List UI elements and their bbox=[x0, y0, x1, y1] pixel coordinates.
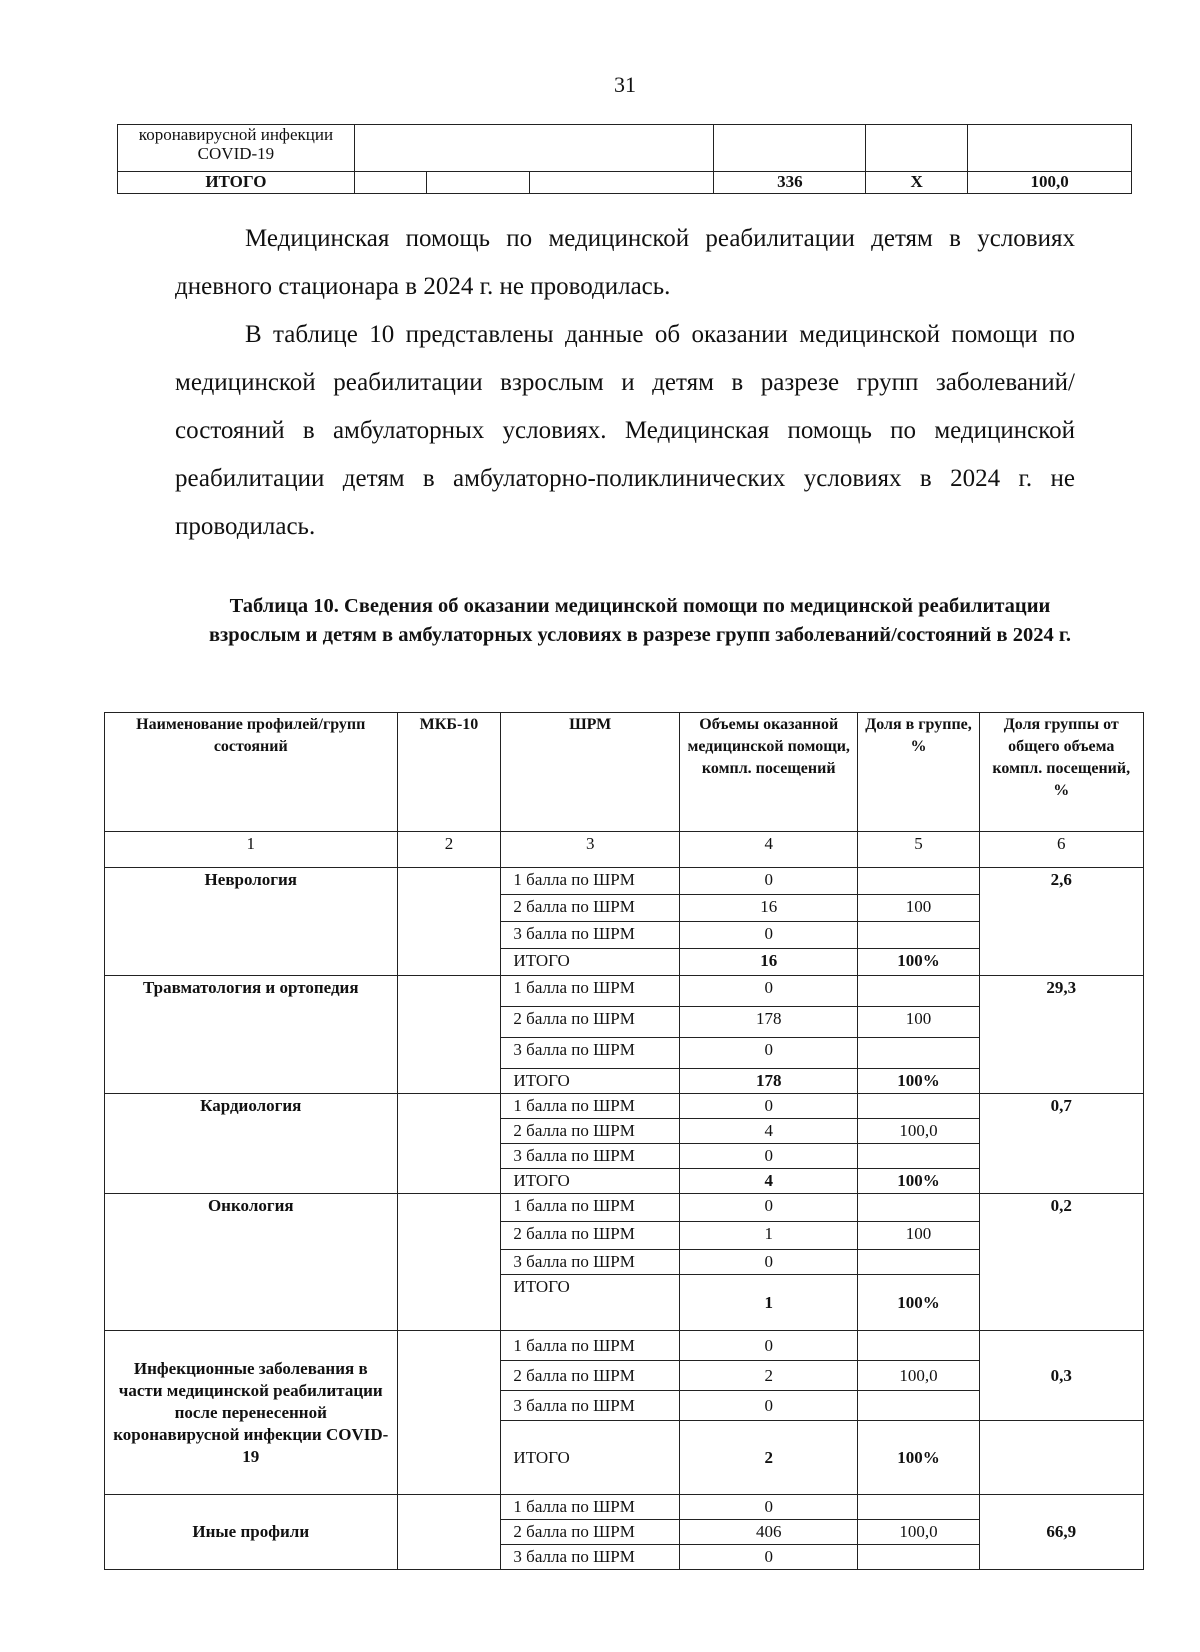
table-row bbox=[105, 1331, 1144, 1361]
total-share: 100% bbox=[858, 949, 979, 976]
volume-cell: 0 bbox=[679, 1331, 858, 1361]
total-share: 100% bbox=[858, 1421, 979, 1495]
share-cell bbox=[858, 1094, 979, 1119]
column-number: 1 bbox=[105, 832, 398, 868]
volume-cell: 0 bbox=[679, 1094, 858, 1119]
volume-cell: 178 bbox=[679, 1007, 858, 1038]
table-row bbox=[105, 976, 1144, 1007]
volume-cell: 0 bbox=[679, 868, 858, 895]
empty-cell bbox=[979, 1421, 1143, 1495]
total-volume: 178 bbox=[679, 1069, 858, 1094]
shrm-level: 1 балла по ШРМ bbox=[501, 1331, 680, 1361]
total-volume: 2 bbox=[679, 1421, 858, 1495]
total-percent: 100,0 bbox=[968, 172, 1132, 194]
paragraph-2: В таблице 10 представлены данные об оказании медицинской помощи по медицинской реабилитации взрослым и детям в разрезе групп заболеваний/состояний в амбулаторных условиях. Медицинская помощь по медицинской реабилитации детям в амбулаторно-поликлинических условиях в 2024 г. не проводилась. bbox=[175, 321, 1075, 540]
column-number: 5 bbox=[858, 832, 979, 868]
shrm-level: 2 балла по ШРМ bbox=[501, 1007, 680, 1038]
total-label: ИТОГО bbox=[501, 1421, 680, 1495]
table-row bbox=[105, 1194, 1144, 1222]
share-cell bbox=[858, 976, 979, 1007]
share-cell bbox=[858, 922, 979, 949]
icd10-cell bbox=[397, 1194, 501, 1331]
table-row bbox=[105, 1094, 1144, 1119]
group-share: 29,3 bbox=[979, 976, 1143, 1094]
total-volume: 4 bbox=[679, 1169, 858, 1194]
volume-cell: 0 bbox=[679, 1495, 858, 1520]
volume-cell: 0 bbox=[679, 976, 858, 1007]
shrm-level: 1 балла по ШРМ bbox=[501, 976, 680, 1007]
shrm-level: 3 балла по ШРМ bbox=[501, 1038, 680, 1069]
header-volume: Объемы оказанной медицинской помощи, компл. посещений bbox=[679, 713, 858, 832]
share-cell: 100 bbox=[858, 895, 979, 922]
total-share: 100% bbox=[858, 1169, 979, 1194]
header-name: Наименование профилей/групп состояний bbox=[105, 713, 398, 832]
column-number: 6 bbox=[979, 832, 1143, 868]
shrm-level: 3 балла по ШРМ bbox=[501, 1144, 680, 1169]
group-name: Кардиология bbox=[105, 1094, 398, 1194]
total-volume: 16 bbox=[679, 949, 858, 976]
header-group-share: Доля в группе, % bbox=[858, 713, 979, 832]
volume-cell: 4 bbox=[679, 1119, 858, 1144]
shrm-level: 3 балла по ШРМ bbox=[501, 922, 680, 949]
table-row bbox=[105, 868, 1144, 895]
header-icd10: МКБ-10 bbox=[397, 713, 501, 832]
table-row bbox=[118, 172, 1132, 194]
volume-cell: 0 bbox=[679, 922, 858, 949]
volume-cell: 406 bbox=[679, 1520, 858, 1545]
total-share: 100% bbox=[858, 1069, 979, 1094]
empty-cell bbox=[968, 125, 1132, 172]
volume-cell: 1 bbox=[679, 1222, 858, 1250]
group-share: 0,3 bbox=[979, 1331, 1143, 1421]
shrm-level: 2 балла по ШРМ bbox=[501, 1361, 680, 1391]
group-name: Инфекционные заболевания в части медицинской реабилитации после перенесенной коронавирусной инфекции COVID-19 bbox=[105, 1331, 398, 1495]
icd10-cell bbox=[397, 976, 501, 1094]
volume-cell: 0 bbox=[679, 1038, 858, 1069]
shrm-level: 2 балла по ШРМ bbox=[501, 1222, 680, 1250]
column-number: 3 bbox=[501, 832, 680, 868]
total-volume: 336 bbox=[714, 172, 866, 194]
shrm-level: 1 балла по ШРМ bbox=[501, 868, 680, 895]
paragraph-1: Медицинская помощь по медицинской реабилитации детям в условиях дневного стационара в 2024 г. не проводилась. bbox=[175, 225, 1075, 300]
previous-table-tail bbox=[117, 124, 1132, 194]
shrm-level: 3 балла по ШРМ bbox=[501, 1250, 680, 1275]
table-row bbox=[118, 125, 1132, 172]
group-share: 0,7 bbox=[979, 1094, 1143, 1194]
volume-cell: 0 bbox=[679, 1250, 858, 1275]
volume-cell: 0 bbox=[679, 1391, 858, 1421]
volume-cell: 16 bbox=[679, 895, 858, 922]
empty-cell bbox=[866, 125, 968, 172]
share-cell: 100,0 bbox=[858, 1119, 979, 1144]
group-share: 0,2 bbox=[979, 1194, 1143, 1331]
share-cell bbox=[858, 1331, 979, 1361]
total-label: ИТОГО bbox=[501, 1275, 680, 1331]
column-number: 2 bbox=[397, 832, 501, 868]
shrm-level: 1 балла по ШРМ bbox=[501, 1094, 680, 1119]
empty-cell bbox=[529, 172, 714, 194]
volume-cell: 2 bbox=[679, 1361, 858, 1391]
column-number: 4 bbox=[679, 832, 858, 868]
rehabilitation-table bbox=[104, 712, 1144, 1570]
share-cell: 100,0 bbox=[858, 1520, 979, 1545]
table-caption: Таблица 10. Сведения об оказании медицинской помощи по медицинской реабилитации взрослым и детям в амбулаторных условиях в разрезе групп заболеваний/состояний в 2024 г. bbox=[208, 595, 1071, 646]
share-cell bbox=[858, 1038, 979, 1069]
empty-cell bbox=[426, 172, 529, 194]
icd10-cell bbox=[397, 1331, 501, 1495]
total-label: ИТОГО bbox=[501, 949, 680, 976]
share-cell: 100,0 bbox=[858, 1361, 979, 1391]
header-row bbox=[105, 713, 1144, 832]
group-name-cell: коронавирусной инфекции COVID-19 bbox=[118, 125, 355, 172]
group-share: 2,6 bbox=[979, 868, 1143, 976]
shrm-level: 1 балла по ШРМ bbox=[501, 1495, 680, 1520]
group-name: Травматология и ортопедия bbox=[105, 976, 398, 1094]
share-cell bbox=[858, 1391, 979, 1421]
share-cell bbox=[858, 1144, 979, 1169]
shrm-level: 3 балла по ШРМ bbox=[501, 1545, 680, 1570]
shrm-level: 2 балла по ШРМ bbox=[501, 895, 680, 922]
total-share: 100% bbox=[858, 1275, 979, 1331]
total-share: X bbox=[866, 172, 968, 194]
shrm-level: 3 балла по ШРМ bbox=[501, 1391, 680, 1421]
group-share: 66,9 bbox=[979, 1495, 1143, 1570]
table-row bbox=[105, 1495, 1144, 1520]
share-cell bbox=[858, 1495, 979, 1520]
volume-cell: 0 bbox=[679, 1545, 858, 1570]
total-label: ИТОГО bbox=[501, 1069, 680, 1094]
share-cell: 100 bbox=[858, 1007, 979, 1038]
share-cell bbox=[858, 868, 979, 895]
total-label: ИТОГО bbox=[501, 1169, 680, 1194]
share-cell bbox=[858, 1250, 979, 1275]
empty-cell bbox=[714, 125, 866, 172]
shrm-level: 1 балла по ШРМ bbox=[501, 1194, 680, 1222]
icd10-cell bbox=[397, 868, 501, 976]
volume-cell: 0 bbox=[679, 1194, 858, 1222]
share-cell bbox=[858, 1545, 979, 1570]
share-cell: 100 bbox=[858, 1222, 979, 1250]
total-label: ИТОГО bbox=[118, 172, 355, 194]
group-name: Неврология bbox=[105, 868, 398, 976]
header-shrm: ШРМ bbox=[501, 713, 680, 832]
empty-cell bbox=[354, 125, 714, 172]
share-cell bbox=[858, 1194, 979, 1222]
volume-cell: 0 bbox=[679, 1144, 858, 1169]
empty-cell bbox=[354, 172, 426, 194]
group-name: Иные профили bbox=[105, 1495, 398, 1570]
group-name: Онкология bbox=[105, 1194, 398, 1331]
total-volume: 1 bbox=[679, 1275, 858, 1331]
icd10-cell bbox=[397, 1495, 501, 1570]
icd10-cell bbox=[397, 1094, 501, 1194]
page-number: 31 bbox=[614, 72, 636, 97]
column-numbers-row bbox=[105, 832, 1144, 868]
shrm-level: 2 балла по ШРМ bbox=[501, 1520, 680, 1545]
header-total-share: Доля группы от общего объема компл. посещений, % bbox=[979, 713, 1143, 832]
shrm-level: 2 балла по ШРМ bbox=[501, 1119, 680, 1144]
